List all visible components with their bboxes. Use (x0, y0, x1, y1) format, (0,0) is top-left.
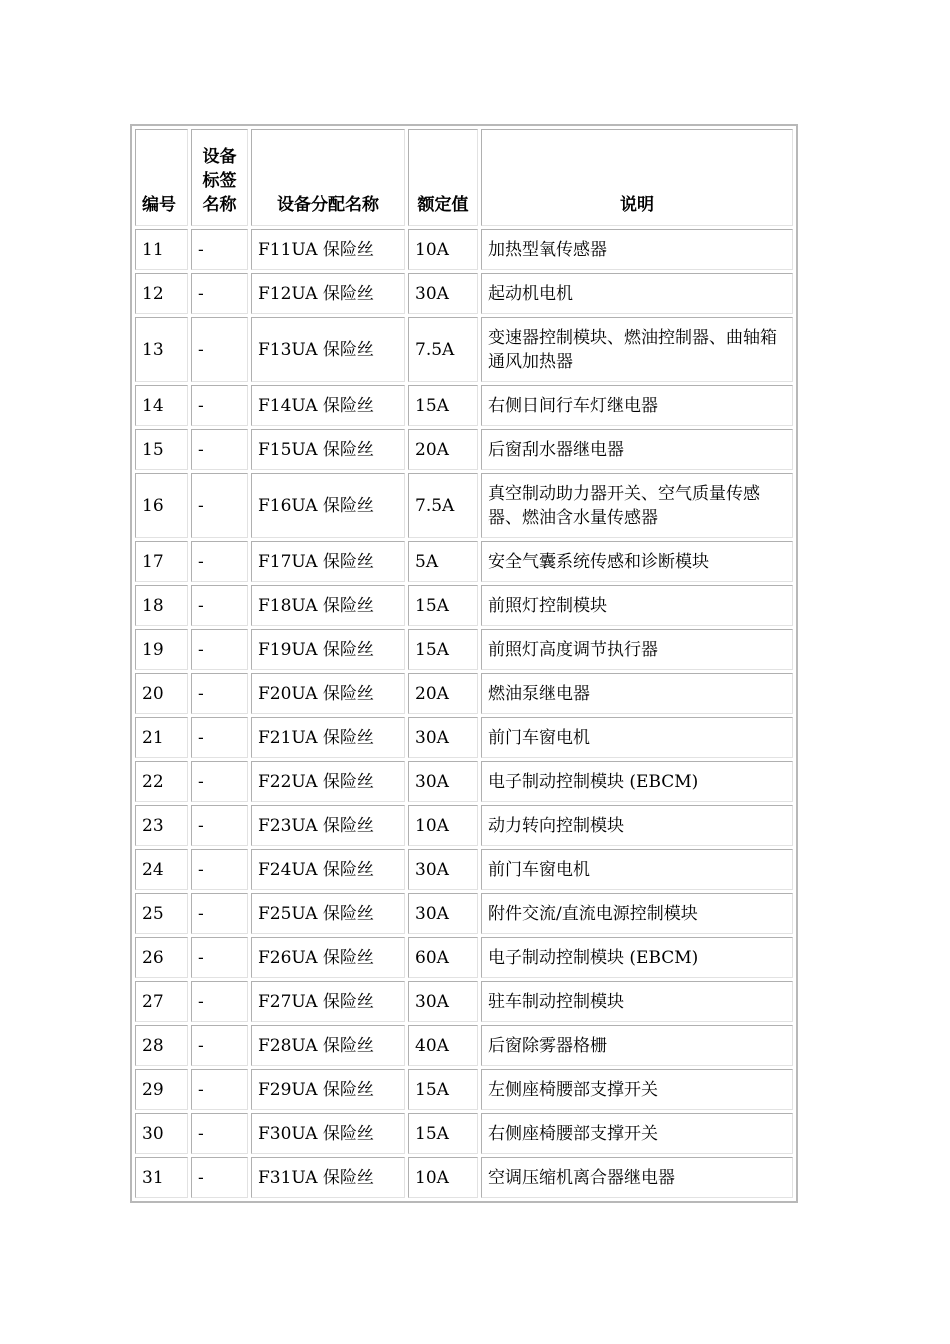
cell-number: 27 (135, 981, 188, 1022)
cell-assign-name: F22UA 保险丝 (251, 761, 405, 802)
table-row (135, 761, 793, 802)
cell-description: 前门车窗电机 (481, 849, 793, 890)
cell-rating: 15A (408, 1113, 478, 1154)
cell-assign-name: F24UA 保险丝 (251, 849, 405, 890)
cell-description: 前照灯控制模块 (481, 585, 793, 626)
cell-rating: 7.5A (408, 317, 478, 382)
cell-description: 驻车制动控制模块 (481, 981, 793, 1022)
cell-rating: 7.5A (408, 473, 478, 538)
cell-description: 右侧日间行车灯继电器 (481, 385, 793, 426)
cell-assign-name: F21UA 保险丝 (251, 717, 405, 758)
cell-number: 25 (135, 893, 188, 934)
cell-description: 动力转向控制模块 (481, 805, 793, 846)
cell-description: 安全气囊系统传感和诊断模块 (481, 541, 793, 582)
table-row (135, 585, 793, 626)
table-body (135, 229, 793, 1198)
cell-rating: 30A (408, 981, 478, 1022)
cell-assign-name: F23UA 保险丝 (251, 805, 405, 846)
cell-description: 附件交流/直流电源控制模块 (481, 893, 793, 934)
cell-description: 起动机电机 (481, 273, 793, 314)
cell-label-name: - (191, 981, 248, 1022)
cell-number: 31 (135, 1157, 188, 1198)
table-row (135, 273, 793, 314)
cell-assign-name: F31UA 保险丝 (251, 1157, 405, 1198)
cell-number: 11 (135, 229, 188, 270)
table-header-row (135, 129, 793, 226)
cell-rating: 15A (408, 585, 478, 626)
cell-number: 17 (135, 541, 188, 582)
table-row (135, 385, 793, 426)
cell-label-name: - (191, 473, 248, 538)
cell-number: 13 (135, 317, 188, 382)
header-rating: 额定值 (408, 129, 478, 226)
table-row (135, 1113, 793, 1154)
cell-number: 26 (135, 937, 188, 978)
table-row (135, 429, 793, 470)
cell-description: 燃油泵继电器 (481, 673, 793, 714)
cell-rating: 15A (408, 1069, 478, 1110)
cell-rating: 40A (408, 1025, 478, 1066)
cell-number: 21 (135, 717, 188, 758)
cell-label-name: - (191, 937, 248, 978)
cell-label-name: - (191, 717, 248, 758)
cell-label-name: - (191, 385, 248, 426)
table-row (135, 541, 793, 582)
table-row (135, 1025, 793, 1066)
cell-rating: 30A (408, 893, 478, 934)
cell-description: 左侧座椅腰部支撑开关 (481, 1069, 793, 1110)
cell-rating: 5A (408, 541, 478, 582)
cell-assign-name: F25UA 保险丝 (251, 893, 405, 934)
cell-number: 23 (135, 805, 188, 846)
table-row (135, 629, 793, 670)
cell-rating: 30A (408, 761, 478, 802)
cell-label-name: - (191, 541, 248, 582)
cell-description: 加热型氧传感器 (481, 229, 793, 270)
cell-number: 24 (135, 849, 188, 890)
table-row (135, 805, 793, 846)
cell-label-name: - (191, 1113, 248, 1154)
cell-assign-name: F27UA 保险丝 (251, 981, 405, 1022)
cell-description: 后窗刮水器继电器 (481, 429, 793, 470)
cell-number: 16 (135, 473, 188, 538)
cell-label-name: - (191, 893, 248, 934)
cell-rating: 10A (408, 229, 478, 270)
table-row (135, 673, 793, 714)
header-label-name: 设备标签名称 (191, 129, 248, 226)
cell-number: 15 (135, 429, 188, 470)
cell-description: 右侧座椅腰部支撑开关 (481, 1113, 793, 1154)
cell-assign-name: F28UA 保险丝 (251, 1025, 405, 1066)
cell-description: 变速器控制模块、燃油控制器、曲轴箱通风加热器 (481, 317, 793, 382)
cell-label-name: - (191, 1157, 248, 1198)
cell-rating: 10A (408, 1157, 478, 1198)
table-row (135, 937, 793, 978)
cell-description: 空调压缩机离合器继电器 (481, 1157, 793, 1198)
cell-label-name: - (191, 585, 248, 626)
cell-number: 29 (135, 1069, 188, 1110)
cell-assign-name: F29UA 保险丝 (251, 1069, 405, 1110)
table-row (135, 1069, 793, 1110)
table-row (135, 893, 793, 934)
cell-description: 前门车窗电机 (481, 717, 793, 758)
cell-label-name: - (191, 1025, 248, 1066)
cell-description: 后窗除雾器格栅 (481, 1025, 793, 1066)
cell-number: 22 (135, 761, 188, 802)
cell-rating: 30A (408, 273, 478, 314)
cell-rating: 30A (408, 849, 478, 890)
table-row (135, 717, 793, 758)
cell-rating: 15A (408, 629, 478, 670)
cell-rating: 60A (408, 937, 478, 978)
cell-assign-name: F11UA 保险丝 (251, 229, 405, 270)
fuse-table (130, 124, 798, 1203)
cell-assign-name: F12UA 保险丝 (251, 273, 405, 314)
cell-description: 电子制动控制模块 (EBCM) (481, 761, 793, 802)
cell-description: 真空制动助力器开关、空气质量传感器、燃油含水量传感器 (481, 473, 793, 538)
cell-rating: 30A (408, 717, 478, 758)
cell-description: 前照灯高度调节执行器 (481, 629, 793, 670)
cell-label-name: - (191, 805, 248, 846)
table-row (135, 473, 793, 538)
cell-label-name: - (191, 1069, 248, 1110)
table-row (135, 849, 793, 890)
header-assign-name: 设备分配名称 (251, 129, 405, 226)
cell-number: 20 (135, 673, 188, 714)
cell-assign-name: F18UA 保险丝 (251, 585, 405, 626)
cell-rating: 15A (408, 385, 478, 426)
cell-label-name: - (191, 229, 248, 270)
cell-assign-name: F16UA 保险丝 (251, 473, 405, 538)
cell-label-name: - (191, 429, 248, 470)
header-description: 说明 (481, 129, 793, 226)
cell-assign-name: F30UA 保险丝 (251, 1113, 405, 1154)
cell-assign-name: F17UA 保险丝 (251, 541, 405, 582)
table-row (135, 981, 793, 1022)
cell-assign-name: F13UA 保险丝 (251, 317, 405, 382)
cell-label-name: - (191, 317, 248, 382)
cell-number: 14 (135, 385, 188, 426)
cell-rating: 20A (408, 673, 478, 714)
cell-rating: 10A (408, 805, 478, 846)
cell-number: 12 (135, 273, 188, 314)
cell-label-name: - (191, 849, 248, 890)
cell-label-name: - (191, 629, 248, 670)
cell-number: 19 (135, 629, 188, 670)
cell-assign-name: F20UA 保险丝 (251, 673, 405, 714)
cell-number: 30 (135, 1113, 188, 1154)
cell-rating: 20A (408, 429, 478, 470)
table-row (135, 1157, 793, 1198)
cell-label-name: - (191, 273, 248, 314)
cell-label-name: - (191, 761, 248, 802)
cell-number: 28 (135, 1025, 188, 1066)
header-number: 编号 (135, 129, 188, 226)
table-row (135, 229, 793, 270)
table-row (135, 317, 793, 382)
cell-assign-name: F26UA 保险丝 (251, 937, 405, 978)
cell-description: 电子制动控制模块 (EBCM) (481, 937, 793, 978)
cell-assign-name: F14UA 保险丝 (251, 385, 405, 426)
cell-number: 18 (135, 585, 188, 626)
cell-assign-name: F15UA 保险丝 (251, 429, 405, 470)
cell-label-name: - (191, 673, 248, 714)
cell-assign-name: F19UA 保险丝 (251, 629, 405, 670)
